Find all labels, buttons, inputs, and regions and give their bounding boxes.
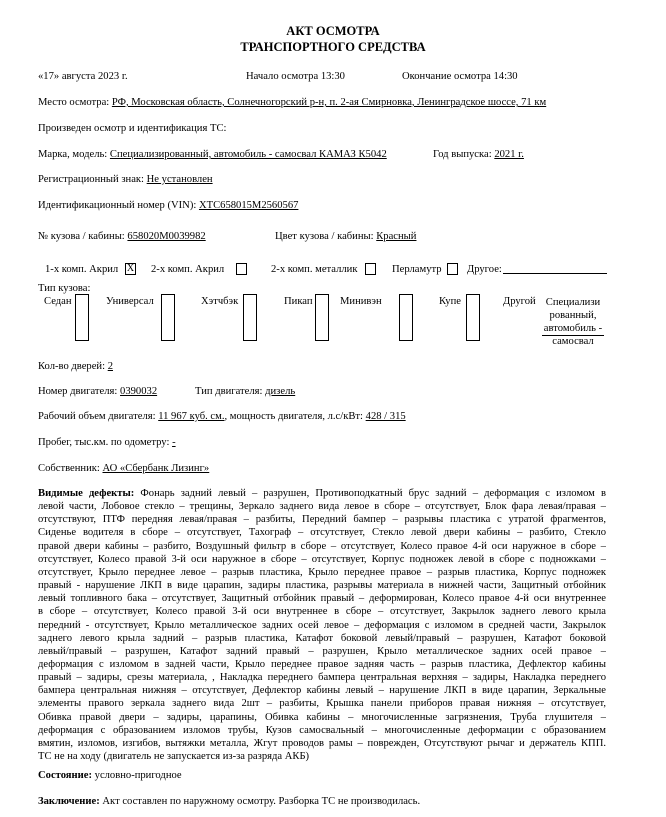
defects-text: отсутствуют, ПТФ передняя левая/правая – разбиты, Передний бампер – разрывы пластика с утратой фрагментов, — [38, 514, 606, 526]
defects-text: вмятин, изломов, изгибов, вытяжки металла, Жгут проводов рамы – поврежден, Отсутствуют рычаг и держатель КПП. — [38, 737, 606, 749]
defects-line — [38, 659, 606, 671]
place-value: РФ, Московская область, Солнечногорский р-н, п. 2-ая Смирновка, Ленинградское шоссе, 71 км — [111, 97, 547, 108]
document-title-line1: АКТ ОСМОТРА — [286, 24, 380, 38]
model-row — [38, 149, 387, 161]
body-type-selected-line: рованный, — [549, 310, 597, 321]
reg-label: Регистрационный знак: — [38, 174, 144, 185]
color-label: Цвет кузова / кабины: — [275, 231, 374, 242]
engine-type-label: Тип двигателя: — [195, 386, 263, 397]
defects-text: правый - нарушение ЛКП в виде царапин, задиры пластика, разрывы материала в нижней части, Защитный отбойник — [38, 580, 606, 592]
defects-text: в сборе – отсутствует, Колесо правой 3-й оси внутреннее в сборе – отсутствует, Закрылок заднего левого крыла — [38, 606, 606, 618]
engine-volume-value: 11 967 куб. см. — [158, 411, 225, 422]
place-label: Место осмотра: — [38, 97, 110, 108]
defects-line — [38, 685, 606, 697]
defects-line — [38, 712, 606, 724]
engine-volume-row — [38, 411, 406, 423]
year-value: 2021 г. — [494, 149, 524, 160]
defects-text: Обивка правой двери – задиры, царапины, Обивка кабины – многочисленные загрязнения, Труба глушителя – — [38, 711, 606, 723]
body-type-selected — [537, 296, 609, 348]
owner-label: Собственник: — [38, 463, 100, 474]
engine-type-row — [195, 386, 295, 398]
defects-line — [38, 567, 606, 579]
defects-line — [38, 527, 606, 539]
paint-option-label: 1-х комп. Акрил — [45, 264, 119, 275]
defects-text: левой части, Лобовое стекло – трещины, Зеркало заднего вида левое в сборе – отсутствует, Блок фара левая/правая – — [38, 501, 606, 513]
defects-line — [38, 672, 606, 684]
body-type-option: Минивэн — [340, 296, 382, 307]
defects-text: отсутствует, Крыло переднее левое – разрыв пластика, Крыло переднее правое – разрыв пластика, Корпус подножек — [38, 566, 606, 578]
body-type-selected-line: самосвал — [552, 336, 594, 347]
body-type-option: Другой — [503, 296, 536, 307]
year-label: Год выпуска: — [433, 149, 492, 160]
defects-line — [38, 606, 606, 618]
defects-line — [38, 633, 606, 645]
color-value: Красный — [376, 231, 417, 242]
conclusion-label: Заключение: — [38, 796, 100, 807]
engine-number-row — [38, 386, 157, 398]
paint-other-label: Другое: — [467, 264, 502, 275]
body-type-label: Тип кузова: — [38, 283, 91, 294]
doors-label: Кол-во дверей: — [38, 361, 106, 372]
body-type-checkbox[interactable] — [466, 294, 480, 341]
paint-option-label: 2-х комп. Акрил — [151, 264, 225, 275]
defects-text: Сиденье водителя в сборе – отсутствует, Тахограф – отсутствует, Стекло левой двери кабины – разбито, Стекло — [38, 527, 606, 539]
vin-row — [38, 200, 298, 212]
condition-label: Состояние: — [38, 770, 92, 781]
engine-volume-label: Рабочий объем двигателя: — [38, 411, 156, 422]
owner-row — [38, 463, 209, 475]
body-type-selected-line: Специализи — [545, 297, 601, 308]
defects-line — [38, 698, 606, 710]
body-type-option: Пикап — [284, 296, 313, 307]
defects-line — [38, 501, 606, 513]
defects-text: отсутствует, Колесо правой 3-й оси наружное в сборе – отсутствует, Корпус подножек левой в сборе с подножками – — [38, 553, 606, 565]
engine-number-value: 0390032 — [120, 386, 158, 397]
body-type-checkbox[interactable] — [399, 294, 413, 341]
mileage-row — [38, 437, 176, 449]
defects-text: передний - отсутствует, Крыло металлическое задних осей левое – деформация с изломом в средней части, Закрылок — [38, 619, 606, 631]
defects-line — [38, 514, 606, 526]
defects-line — [38, 751, 606, 763]
defects-label: Видимые дефекты: — [38, 488, 135, 499]
defects-text: правой двери кабины – разбито, Воздушный фильтр в сборе – отсутствует, Колесо правое 4-й оси наружное в сборе – — [38, 540, 606, 552]
defects-line — [38, 725, 606, 737]
inspection-text: Произведен осмотр и идентификация ТС: — [38, 123, 227, 134]
defects-line — [38, 620, 606, 632]
defects-text: деформация с образованием изломов трубы, Кузов самосвальный – многочисленные деформации с образованием — [38, 724, 606, 736]
mileage-label: Пробег, тыс.км. по одометру: — [38, 437, 170, 448]
document-title-line2: ТРАНСПОРТНОГО СРЕДСТВА — [240, 40, 426, 54]
paint-option-checkbox[interactable] — [447, 263, 458, 275]
defects-text: правый – задиры, срезы материала, , Накладка переднего бампера центральная верхняя – задиры, Накладка переднего — [38, 672, 606, 684]
body-number-value: 658020M0039982 — [127, 231, 206, 242]
reg-value: Не установлен — [146, 174, 213, 185]
paint-other-line[interactable] — [503, 273, 607, 274]
conclusion-value: Акт составлен по наружному осмотру. Разборка ТС не производилась. — [102, 796, 421, 807]
engine-number-label: Номер двигателя: — [38, 386, 118, 397]
paint-option-checkbox[interactable] — [365, 263, 376, 275]
defects-text: элементы правого зеркала заднего вида 2шт – разбиты, Крышка панели приборов правая нижняя – отсутствует, — [38, 698, 606, 710]
defects-text: левый топливного бака – отсутствует, Защитный отбойник правый – деформирован, Колесо правое 4-й оси внутреннее — [38, 593, 606, 605]
defects-line — [38, 488, 606, 500]
body-type-checkbox[interactable] — [161, 294, 175, 341]
paint-option-label: 2-х комп. металлик — [271, 264, 358, 275]
vin-value: XTC658015M2560567 — [198, 200, 299, 211]
body-type-selected-line: автомобиль - — [543, 323, 603, 334]
body-number-label: № кузова / кабины: — [38, 231, 125, 242]
defects-line — [38, 738, 606, 750]
conclusion-row — [38, 796, 420, 808]
color-row — [275, 231, 416, 243]
start-time: Начало осмотра 13:30 — [246, 71, 345, 82]
defects-text: левый/правый – разрушен, Катафот задний правый – разрушен, Крыло металлическое задних осей правое – — [38, 645, 606, 657]
end-time: Окончание осмотра 14:30 — [402, 71, 518, 82]
doors-value: 2 — [107, 361, 113, 372]
model-value: Специализированный, автомобиль - самосвал КАМАЗ К5042 — [109, 149, 387, 160]
defects-line — [38, 541, 606, 553]
act-date: «17» августа 2023 г. — [38, 71, 128, 82]
engine-type-value: дизель — [265, 386, 296, 397]
engine-power-label: , мощность двигателя, л.с/кВт: — [224, 411, 363, 422]
body-type-selected-underline — [542, 335, 604, 336]
defects-line — [38, 646, 606, 658]
engine-power-value: 428 / 315 — [365, 411, 406, 422]
body-type-option: Купе — [439, 296, 461, 307]
defects-line — [38, 554, 606, 566]
defects-text: деформация с изломом в задней части, Крыло переднее правое задняя часть – разрыв пластика, Дефлектор кабины — [38, 658, 606, 670]
doors-row — [38, 361, 113, 373]
paint-option-checkbox[interactable] — [236, 263, 247, 275]
condition-row — [38, 770, 182, 782]
defects-line — [38, 593, 606, 605]
body-type-option: Хэтчбэк — [201, 296, 239, 307]
reg-row — [38, 174, 213, 186]
paint-option-label: Перламутр — [392, 264, 442, 275]
model-label: Марка, модель: — [38, 149, 108, 160]
body-type-checkbox[interactable] — [243, 294, 257, 341]
body-type-option: Универсал — [106, 296, 154, 307]
body-number-row — [38, 231, 206, 243]
defects-text: бампера центральная нижняя – отсутствует, Дефлектор кабины левый – нарушение ЛКП в виде царапин, Зеркальные — [38, 685, 606, 697]
year-row — [433, 149, 524, 161]
body-type-checkbox[interactable] — [315, 294, 329, 341]
mileage-value: - — [172, 437, 176, 448]
defects-text: Фонарь задний левый – разрушен, Противоподкатный брус задний – деформация с изломом в — [140, 488, 606, 499]
condition-value: условно-пригодное — [94, 770, 182, 781]
defects-text: заднего левого крыла задний – разрыв пластика, Катафот боковой левый/правый – разрушен, Катафот боковой — [38, 632, 606, 644]
body-type-checkbox[interactable] — [75, 294, 89, 341]
vin-label: Идентификационный номер (VIN): — [38, 200, 197, 211]
owner-value: АО «Сбербанк Лизинг» — [102, 463, 210, 474]
defects-text: ТС не на ходу (двигатель не запускается из-за разряда АКБ) — [38, 751, 310, 762]
place-row — [38, 97, 546, 109]
paint-option-checkbox[interactable]: X — [126, 263, 135, 274]
body-type-option: Седан — [44, 296, 72, 307]
defects-line — [38, 580, 606, 592]
